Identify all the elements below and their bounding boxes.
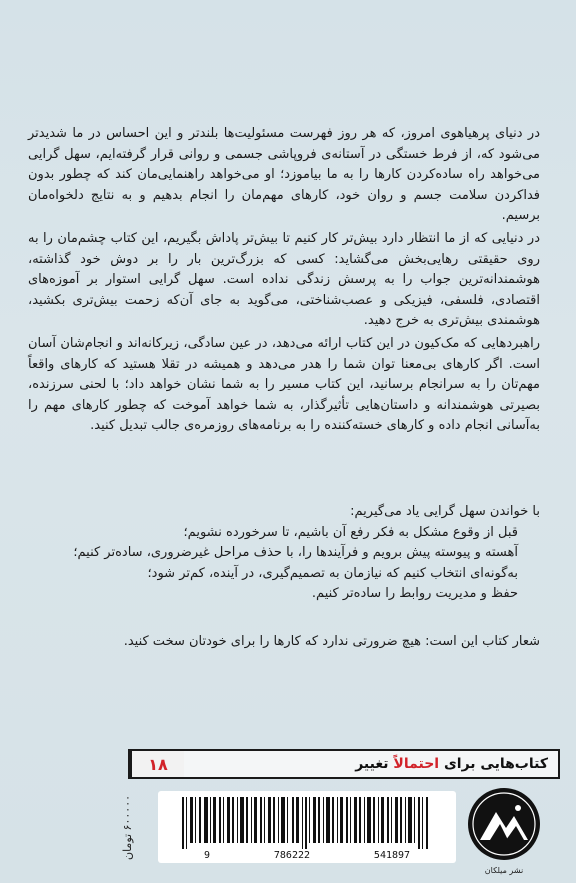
barcode-digit-group: 9 [203,850,210,861]
series-accent-word: احتمالاً [393,756,440,772]
barcode-digit-group: 541897 [373,850,411,861]
blurb-paragraph-1: در دنیای پرهیاهوی امروز، که هر روز فهرست مسئولیت‌ها بلندتر و این احساس در ما شدیدتر می‌شود که، از فرط خستگی در آستانه‌ی فروپاشی جسمی و روانی قرار گرفته‌ایم، سهل گرایی می‌خواهد راه ساده‌کردن کارها را به ما بیاموزد؛ او می‌خواهد راهنمایی‌مان کند که چطور بدون فداکردن سلامت جسم و روان خود، کارهای مهم‌مان را انجام بدهیم و به نتایج دلخواه‌مان برسیم. [28,126,540,224]
book-slogan: شعار کتاب این است: هیچ ضرورتی ندارد که کارها را برای خودتان سخت کنید. [123,634,540,649]
blurb-paragraph-3: راهبردهایی که مک‌کیون در این کتاب ارائه می‌دهد، در عین سادگی، زیرکانه‌اند و انجام‌شان آسان است. اگر کارهای بی‌معنا توان شما را هدر می‌دهد و همیشه در تقلا هستید که کارهای واقعاً مهم‌تان را به سرانجام برسانید، این کتاب مسیر را به شما نشان خواهد داد؛ با لحنی سرزنده، بصیرتی هوشمندانه و داستان‌هایی تأثیرگذار، به شما خواهد آموخت که چطور کارهای مهم را به‌آسانی انجام داده و کارهای خسته‌کننده را به برنامه‌های روزمره‌ی جالب تبدیل کنید. [28,335,540,434]
list-item: آهسته و پیوسته پیش برویم و فرآیندها را، با حذف مراحل غیرضروری، ساده‌تر کنیم؛ [73,545,518,560]
publisher-caption: نشر میلکان [484,866,524,875]
series-banner [128,749,560,779]
barcode-digit-group: 786222 [273,850,311,861]
publisher-logo-icon [466,786,542,868]
blurb-paragraph-2: در دنیایی که از ما انتظار دارد بیش‌تر کار کنیم تا بیش‌تر پاداش بگیریم، این کتاب چشم‌مان را به روی حقیقتی رهایی‌بخش می‌گشاید: کسی که بزرگ‌ترین بار را بر دوش خود گذاشته، هوشمندانه‌ترین جواب را به پرسش زندگی نداده است. سهل گرایی استوار بر آموزه‌های اقتصادی، فلسفی، فیزیکی و عصب‌شناختی، می‌گوید به جای آن‌که زحمت بیش‌تری بکشید، هوشمندی بیش‌تری به خرج دهید. [28,230,540,329]
list-item: به‌گونه‌ای انتخاب کنیم که نیازمان به تصمیم‌گیری، در آینده، کم‌تر شود؛ [147,565,518,581]
learning-list [28,502,540,605]
list-intro: با خواندن سهل گرایی یاد می‌گیریم: [350,504,540,519]
barcode-icon [182,797,430,849]
isbn-barcode [158,791,456,863]
series-prefix: کتاب‌هایی برای [443,756,548,772]
series-suffix: تغییر [355,756,389,772]
list-item: قبل از وقوع مشکل به فکر رفع آن باشیم، تا سرخورده نشویم؛ [183,524,518,540]
list-item: حفظ و مدیریت روابط را ساده‌تر کنیم. [311,586,518,601]
price-label: ۶۰۰۰۰۰ تومان [121,794,134,860]
blurb-body [28,124,540,439]
barcode-digits [158,850,456,861]
series-title [355,756,558,772]
series-number: ۱۸ [130,751,184,777]
